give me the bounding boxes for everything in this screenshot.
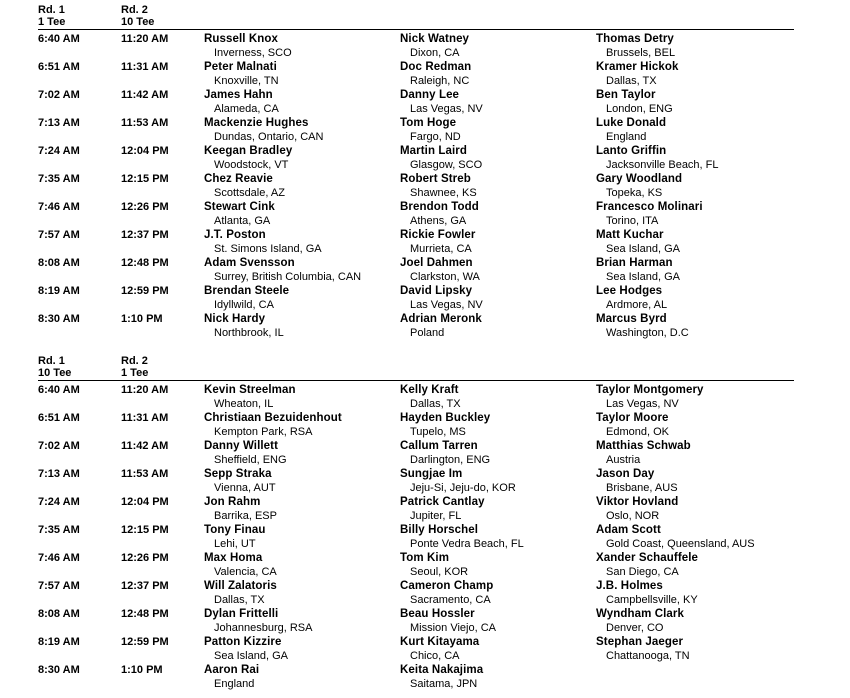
player-name: Marcus Byrd <box>596 313 667 325</box>
player-name: Nick Hardy <box>204 313 266 325</box>
player-hometown: Jacksonville Beach, FL <box>606 159 719 171</box>
player-name: Wyndham Clark <box>596 608 684 620</box>
player-name: Patrick Cantlay <box>400 496 485 508</box>
player-hometown: Austria <box>606 454 641 466</box>
player-hometown: Woodstock, VT <box>214 159 289 171</box>
player-name: Kevin Streelman <box>204 384 296 396</box>
player-name: Stewart Cink <box>204 201 275 213</box>
rd2-header <box>121 355 148 379</box>
tee-time-row <box>0 551 850 579</box>
player-hometown: Kempton Park, RSA <box>214 426 313 438</box>
player-name: Russell Knox <box>204 33 279 45</box>
player-entry <box>596 312 786 340</box>
tee-time-row <box>0 116 850 144</box>
rd1-time: 7:46 AM <box>38 201 80 213</box>
player-hometown: Oslo, NOR <box>606 510 660 522</box>
player-entry <box>204 495 394 523</box>
rd2-time: 12:26 PM <box>121 201 169 213</box>
player-entry <box>400 312 590 340</box>
tee-time-row <box>0 467 850 495</box>
player-hometown: Dixon, CA <box>410 47 460 59</box>
player-entry <box>596 60 786 88</box>
rd1-time: 8:08 AM <box>38 257 80 269</box>
player-hometown: Athens, GA <box>410 215 467 227</box>
rd2-time: 12:48 PM <box>121 608 169 620</box>
player-hometown: Sheffield, ENG <box>214 454 287 466</box>
tee-time-row <box>0 579 850 607</box>
rd1-tee: 10 Tee <box>38 367 72 379</box>
rd1-time: 7:35 AM <box>38 173 80 185</box>
rd1-time: 8:19 AM <box>38 285 80 297</box>
rd1-time: 7:02 AM <box>38 440 80 452</box>
player-hometown: Las Vegas, NV <box>410 299 483 311</box>
player-name: Kurt Kitayama <box>400 636 480 648</box>
player-name: Dylan Frittelli <box>204 608 279 620</box>
player-entry <box>204 312 394 340</box>
player-entry <box>204 579 394 607</box>
rd1-time: 7:24 AM <box>38 496 80 508</box>
player-entry <box>204 116 394 144</box>
player-entry <box>204 411 394 439</box>
player-entry <box>596 383 786 411</box>
rd2-time: 12:48 PM <box>121 257 169 269</box>
player-entry <box>596 495 786 523</box>
rd1-time: 7:24 AM <box>38 145 80 157</box>
rd2-time: 12:04 PM <box>121 496 169 508</box>
rd2-time: 12:15 PM <box>121 173 169 185</box>
player-entry <box>400 200 590 228</box>
header-divider <box>38 380 794 381</box>
rd1-time: 7:57 AM <box>38 580 80 592</box>
player-hometown: Gold Coast, Queensland, AUS <box>606 538 755 550</box>
tee-time-row <box>0 144 850 172</box>
player-name: Danny Lee <box>400 89 460 101</box>
rd1-time: 7:46 AM <box>38 552 80 564</box>
player-hometown: Ponte Vedra Beach, FL <box>410 538 524 550</box>
player-entry <box>596 523 786 551</box>
tee-time-row <box>0 32 850 60</box>
player-hometown: Idyllwild, CA <box>214 299 274 311</box>
player-hometown: Knoxville, TN <box>214 75 279 87</box>
player-entry <box>204 200 394 228</box>
player-entry <box>204 256 394 284</box>
player-name: Keegan Bradley <box>204 145 293 157</box>
player-name: Sungjae Im <box>400 468 463 480</box>
player-hometown: England <box>606 131 647 143</box>
player-hometown: Vienna, AUT <box>214 482 276 494</box>
player-hometown: Sea Island, GA <box>606 271 680 283</box>
player-entry <box>400 495 590 523</box>
rd2-time: 1:10 PM <box>121 664 163 676</box>
player-entry <box>204 551 394 579</box>
player-name: Doc Redman <box>400 61 472 73</box>
player-name: Aaron Rai <box>204 664 260 676</box>
player-name: Adam Scott <box>596 524 661 536</box>
player-hometown: Lehi, UT <box>214 538 256 550</box>
player-name: Francesco Molinari <box>596 201 703 213</box>
player-entry <box>204 523 394 551</box>
player-name: Beau Hossler <box>400 608 475 620</box>
tee-time-row <box>0 663 850 691</box>
rd1-label: Rd. 1 <box>38 355 65 367</box>
player-entry <box>400 663 590 691</box>
rd2-label: Rd. 2 <box>121 4 148 16</box>
player-entry <box>400 88 590 116</box>
player-name: Christiaan Bezuidenhout <box>204 412 342 424</box>
player-hometown: Glasgow, SCO <box>410 159 483 171</box>
player-entry <box>596 439 786 467</box>
player-hometown: Mission Viejo, CA <box>410 622 496 634</box>
player-name: Viktor Hovland <box>596 496 679 508</box>
rd2-time: 11:20 AM <box>121 33 169 45</box>
tee-time-row <box>0 200 850 228</box>
player-hometown: Northbrook, IL <box>214 327 284 339</box>
player-entry <box>596 467 786 495</box>
rd2-time: 11:20 AM <box>121 384 169 396</box>
player-name: Jason Day <box>596 468 655 480</box>
player-hometown: Brisbane, AUS <box>606 482 678 494</box>
rd2-label: Rd. 2 <box>121 355 148 367</box>
rd2-header <box>121 4 154 28</box>
tee-time-row <box>0 88 850 116</box>
tee-time-row <box>0 439 850 467</box>
rd1-time: 6:51 AM <box>38 412 80 424</box>
player-hometown: Brussels, BEL <box>606 47 676 59</box>
rd1-time: 6:40 AM <box>38 384 80 396</box>
player-name: Brian Harman <box>596 257 673 269</box>
player-entry <box>596 144 786 172</box>
player-entry <box>400 635 590 663</box>
rd1-time: 6:51 AM <box>38 61 80 73</box>
player-name: Tom Hoge <box>400 117 457 129</box>
player-entry <box>204 144 394 172</box>
rd1-time: 8:08 AM <box>38 608 80 620</box>
player-entry <box>596 256 786 284</box>
player-hometown: Fargo, ND <box>410 131 461 143</box>
tee-time-row <box>0 228 850 256</box>
player-name: Brendon Todd <box>400 201 479 213</box>
player-name: Kramer Hickok <box>596 61 679 73</box>
rd1-time: 8:30 AM <box>38 664 80 676</box>
player-hometown: Poland <box>410 327 445 339</box>
rd2-time: 12:37 PM <box>121 580 169 592</box>
player-name: Sepp Straka <box>204 468 272 480</box>
player-hometown: Denver, CO <box>606 622 664 634</box>
header-divider <box>38 29 794 30</box>
rd2-time: 12:37 PM <box>121 229 169 241</box>
tee-time-row <box>0 172 850 200</box>
rd2-time: 11:42 AM <box>121 440 169 452</box>
rd2-time: 11:53 AM <box>121 117 169 129</box>
player-name: J.T. Poston <box>204 229 266 241</box>
rd1-time: 8:19 AM <box>38 636 80 648</box>
player-name: Peter Malnati <box>204 61 277 73</box>
player-name: Tom Kim <box>400 552 450 564</box>
player-hometown: Jupiter, FL <box>410 510 462 522</box>
tee-time-row <box>0 411 850 439</box>
player-hometown: Scottsdale, AZ <box>214 187 285 199</box>
player-name: Patton Kizzire <box>204 636 282 648</box>
tee-time-row <box>0 635 850 663</box>
player-entry <box>596 200 786 228</box>
player-entry <box>204 172 394 200</box>
player-entry <box>204 60 394 88</box>
player-entry <box>400 383 590 411</box>
player-entry <box>596 284 786 312</box>
player-entry <box>400 439 590 467</box>
player-entry <box>596 116 786 144</box>
player-entry <box>400 116 590 144</box>
rd1-label: Rd. 1 <box>38 4 65 16</box>
player-entry <box>596 32 786 60</box>
player-name: Hayden Buckley <box>400 412 491 424</box>
player-name: Matt Kuchar <box>596 229 664 241</box>
rd2-time: 1:10 PM <box>121 313 163 325</box>
player-hometown: Wheaton, IL <box>214 398 274 410</box>
player-name: Matthias Schwab <box>596 440 691 452</box>
player-hometown: Atlanta, GA <box>214 215 271 227</box>
player-name: David Lipsky <box>400 285 473 297</box>
player-hometown: Shawnee, KS <box>410 187 477 199</box>
player-entry <box>400 228 590 256</box>
player-name: Lanto Griffin <box>596 145 667 157</box>
player-entry <box>204 88 394 116</box>
player-entry <box>596 579 786 607</box>
tee-time-row <box>0 60 850 88</box>
player-entry <box>204 32 394 60</box>
player-hometown: England <box>214 678 255 690</box>
player-name: Will Zalatoris <box>204 580 277 592</box>
player-name: Mackenzie Hughes <box>204 117 309 129</box>
rd2-time: 12:59 PM <box>121 285 169 297</box>
player-entry <box>204 228 394 256</box>
player-name: Joel Dahmen <box>400 257 473 269</box>
player-name: Taylor Moore <box>596 412 669 424</box>
player-entry <box>204 383 394 411</box>
player-hometown: Campbellsville, KY <box>606 594 698 606</box>
rd2-tee: 10 Tee <box>121 16 155 28</box>
player-entry <box>400 467 590 495</box>
player-entry <box>400 256 590 284</box>
player-hometown: Washington, D.C <box>606 327 689 339</box>
player-name: Billy Horschel <box>400 524 479 536</box>
player-hometown: Edmond, OK <box>606 426 669 438</box>
rd1-time: 7:57 AM <box>38 229 80 241</box>
player-hometown: Tupelo, MS <box>410 426 466 438</box>
player-name: Adam Svensson <box>204 257 295 269</box>
rd2-tee: 1 Tee <box>121 367 149 379</box>
player-name: Cameron Champ <box>400 580 494 592</box>
player-hometown: Darlington, ENG <box>410 454 491 466</box>
player-name: James Hahn <box>204 89 273 101</box>
player-name: Brendan Steele <box>204 285 290 297</box>
player-hometown: Barrika, ESP <box>214 510 277 522</box>
tee-time-row <box>0 312 850 340</box>
rd1-time: 7:13 AM <box>38 468 80 480</box>
player-name: Kelly Kraft <box>400 384 459 396</box>
player-hometown: Sea Island, GA <box>606 243 680 255</box>
player-entry <box>596 607 786 635</box>
rd2-time: 11:53 AM <box>121 468 169 480</box>
player-hometown: Murrieta, CA <box>410 243 472 255</box>
rd2-time: 12:26 PM <box>121 552 169 564</box>
player-entry <box>596 635 786 663</box>
player-hometown: Surrey, British Columbia, CAN <box>214 271 362 283</box>
player-hometown: Seoul, KOR <box>410 566 469 578</box>
player-name: Taylor Montgomery <box>596 384 704 396</box>
player-hometown: Las Vegas, NV <box>410 103 483 115</box>
player-hometown: Chattanooga, TN <box>606 650 690 662</box>
player-entry <box>204 607 394 635</box>
player-entry <box>204 284 394 312</box>
player-entry <box>204 635 394 663</box>
player-name: Xander Schauffele <box>596 552 699 564</box>
player-name: Keita Nakajima <box>400 664 484 676</box>
player-hometown: Alameda, CA <box>214 103 279 115</box>
player-hometown: Topeka, KS <box>606 187 663 199</box>
player-hometown: Raleigh, NC <box>410 75 470 87</box>
tee-time-row <box>0 284 850 312</box>
player-name: Martin Laird <box>400 145 468 157</box>
player-entry <box>400 284 590 312</box>
player-hometown: Clarkston, WA <box>410 271 480 283</box>
player-hometown: Valencia, CA <box>214 566 277 578</box>
player-hometown: Las Vegas, NV <box>606 398 679 410</box>
player-hometown: San Diego, CA <box>606 566 679 578</box>
player-name: Gary Woodland <box>596 173 683 185</box>
player-hometown: Dallas, TX <box>214 594 265 606</box>
rd2-time: 12:59 PM <box>121 636 169 648</box>
player-entry <box>400 172 590 200</box>
tee-time-row <box>0 607 850 635</box>
player-hometown: St. Simons Island, GA <box>214 243 322 255</box>
rd1-tee: 1 Tee <box>38 16 66 28</box>
player-name: Max Homa <box>204 552 263 564</box>
rd1-time: 8:30 AM <box>38 313 80 325</box>
player-name: Lee Hodges <box>596 285 663 297</box>
rd1-time: 7:13 AM <box>38 117 80 129</box>
player-entry <box>400 60 590 88</box>
player-hometown: Chico, CA <box>410 650 460 662</box>
rd1-time: 7:02 AM <box>38 89 80 101</box>
player-entry <box>400 523 590 551</box>
player-entry <box>204 467 394 495</box>
tee-time-row <box>0 383 850 411</box>
player-name: Robert Streb <box>400 173 471 185</box>
player-hometown: Johannesburg, RSA <box>214 622 313 634</box>
player-hometown: Saitama, JPN <box>410 678 478 690</box>
player-name: Chez Reavie <box>204 173 273 185</box>
player-hometown: London, ENG <box>606 103 673 115</box>
rd2-time: 11:42 AM <box>121 89 169 101</box>
player-entry <box>596 411 786 439</box>
player-hometown: Torino, ITA <box>606 215 659 227</box>
tee-time-row <box>0 523 850 551</box>
player-name: Tony Finau <box>204 524 266 536</box>
rd2-time: 12:15 PM <box>121 524 169 536</box>
rd2-time: 11:31 AM <box>121 412 169 424</box>
player-hometown: Dundas, Ontario, CAN <box>214 131 324 143</box>
rd2-time: 11:31 AM <box>121 61 169 73</box>
player-name: Danny Willett <box>204 440 279 452</box>
player-name: Thomas Detry <box>596 33 674 45</box>
player-name: Luke Donald <box>596 117 667 129</box>
player-entry <box>596 172 786 200</box>
player-hometown: Dallas, TX <box>606 75 657 87</box>
rd1-time: 7:35 AM <box>38 524 80 536</box>
player-entry <box>400 579 590 607</box>
player-name: Rickie Fowler <box>400 229 476 241</box>
player-name: Adrian Meronk <box>400 313 482 325</box>
player-entry <box>204 439 394 467</box>
rd1-time: 6:40 AM <box>38 33 80 45</box>
tee-time-row <box>0 256 850 284</box>
player-name: Stephan Jaeger <box>596 636 684 648</box>
player-name: Nick Watney <box>400 33 470 45</box>
player-name: Jon Rahm <box>204 496 261 508</box>
player-name: J.B. Holmes <box>596 580 663 592</box>
player-entry <box>400 411 590 439</box>
player-hometown: Jeju-Si, Jeju-do, KOR <box>410 482 516 494</box>
player-hometown: Ardmore, AL <box>606 299 668 311</box>
tee-time-row <box>0 495 850 523</box>
player-entry <box>596 88 786 116</box>
player-entry <box>400 144 590 172</box>
player-entry <box>596 551 786 579</box>
rd1-header <box>38 4 65 28</box>
player-hometown: Dallas, TX <box>410 398 461 410</box>
player-entry <box>204 663 394 691</box>
rd2-time: 12:04 PM <box>121 145 169 157</box>
player-name: Ben Taylor <box>596 89 656 101</box>
player-entry <box>400 551 590 579</box>
player-entry <box>596 228 786 256</box>
player-hometown: Sacramento, CA <box>410 594 491 606</box>
player-entry <box>400 32 590 60</box>
player-entry <box>400 607 590 635</box>
player-hometown: Inverness, SCO <box>214 47 292 59</box>
player-name: Callum Tarren <box>400 440 478 452</box>
rd1-header <box>38 355 71 379</box>
player-hometown: Sea Island, GA <box>214 650 288 662</box>
